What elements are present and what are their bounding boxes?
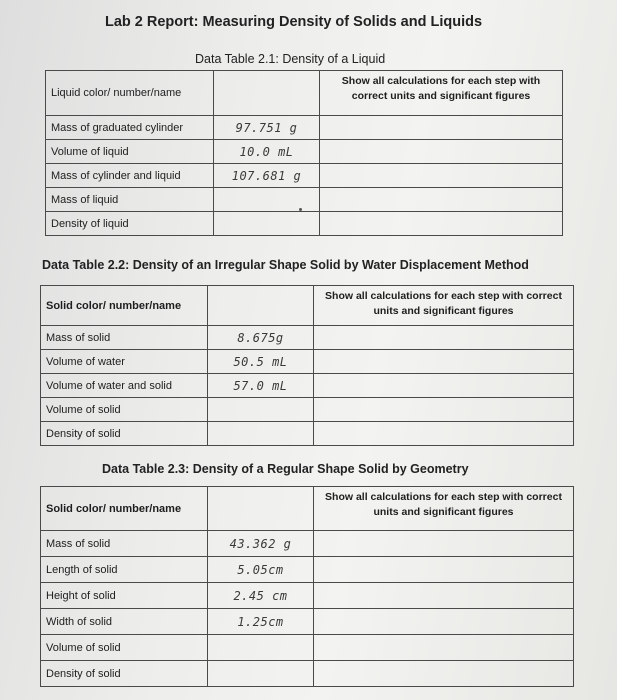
table3-row-work[interactable] [314,583,574,609]
table3-row-label: Width of solid [41,609,208,635]
table3-row-label: Density of solid [41,661,208,687]
table1-row-value[interactable]: 10.0 mL [214,140,320,164]
table3-row-label: Volume of solid [41,635,208,661]
table1-instruction: Show all calculations for each step with correct units and significant figures [320,71,563,116]
table1-row-value[interactable] [214,188,320,212]
table1-row-label: Volume of liquid [46,140,214,164]
table1-header-label: Liquid color/ number/name [46,71,214,116]
table2-row-work[interactable] [314,422,574,446]
table2-row-label: Mass of solid [41,326,208,350]
table2-row-value[interactable]: 50.5 mL [208,350,314,374]
table3-header-label: Solid color/ number/name [41,487,208,531]
table1-row-label: Mass of liquid [46,188,214,212]
table3-caption: Data Table 2.3: Density of a Regular Shape Solid by Geometry [102,462,469,476]
table2-caption: Data Table 2.2: Density of an Irregular Shape Solid by Water Displacement Method [42,258,529,272]
table2-row-value[interactable]: 57.0 mL [208,374,314,398]
table1-density-liquid [45,70,563,236]
table3-row-work[interactable] [314,609,574,635]
table2-row-work[interactable] [314,326,574,350]
table3-row-value[interactable] [208,635,314,661]
table3-instruction: Show all calculations for each step with correct units and significant figures [314,487,574,531]
table2-row-label: Volume of water [41,350,208,374]
pen-mark [299,208,302,211]
table1-row-label: Mass of graduated cylinder [46,116,214,140]
table3-density-regular-solid [40,486,574,687]
table1-row-work[interactable] [320,212,563,236]
table1-row-value[interactable]: 97.751 g [214,116,320,140]
table3-row-work[interactable] [314,557,574,583]
table3-row-value[interactable] [208,661,314,687]
table2-row-work[interactable] [314,398,574,422]
table2-row-value[interactable]: 8.675g [208,326,314,350]
table2-row-label: Volume of solid [41,398,208,422]
table2-row-value[interactable] [208,398,314,422]
table3-row-work[interactable] [314,531,574,557]
table1-row-work[interactable] [320,188,563,212]
table1-row-work[interactable] [320,164,563,188]
table1-row-value[interactable]: 107.681 g [214,164,320,188]
table1-caption: Data Table 2.1: Density of a Liquid [195,52,386,66]
table1-row-work[interactable] [320,140,563,164]
table2-row-work[interactable] [314,350,574,374]
table2-row-label: Volume of water and solid [41,374,208,398]
table2-header-value [208,286,314,326]
table3-row-label: Length of solid [41,557,208,583]
table1-row-work[interactable] [320,116,563,140]
table3-row-value[interactable]: 43.362 g [208,531,314,557]
table3-row-value[interactable]: 5.05cm [208,557,314,583]
table1-row-value[interactable] [214,212,320,236]
table2-header-label: Solid color/ number/name [41,286,208,326]
table1-header-value [214,71,320,116]
table3-row-value[interactable]: 1.25cm [208,609,314,635]
table2-row-label: Density of solid [41,422,208,446]
table2-density-irregular-solid [40,285,574,446]
report-title: Lab 2 Report: Measuring Density of Solids and Liquids [105,14,483,30]
table2-instruction: Show all calculations for each step with correct units and significant figures [314,286,574,326]
table3-row-value[interactable]: 2.45 cm [208,583,314,609]
table2-row-value[interactable] [208,422,314,446]
table1-row-label: Mass of cylinder and liquid [46,164,214,188]
table2-row-work[interactable] [314,374,574,398]
table3-row-work[interactable] [314,661,574,687]
table3-row-label: Height of solid [41,583,208,609]
table1-row-label: Density of liquid [46,212,214,236]
table3-row-label: Mass of solid [41,531,208,557]
table3-row-work[interactable] [314,635,574,661]
table3-header-value [208,487,314,531]
